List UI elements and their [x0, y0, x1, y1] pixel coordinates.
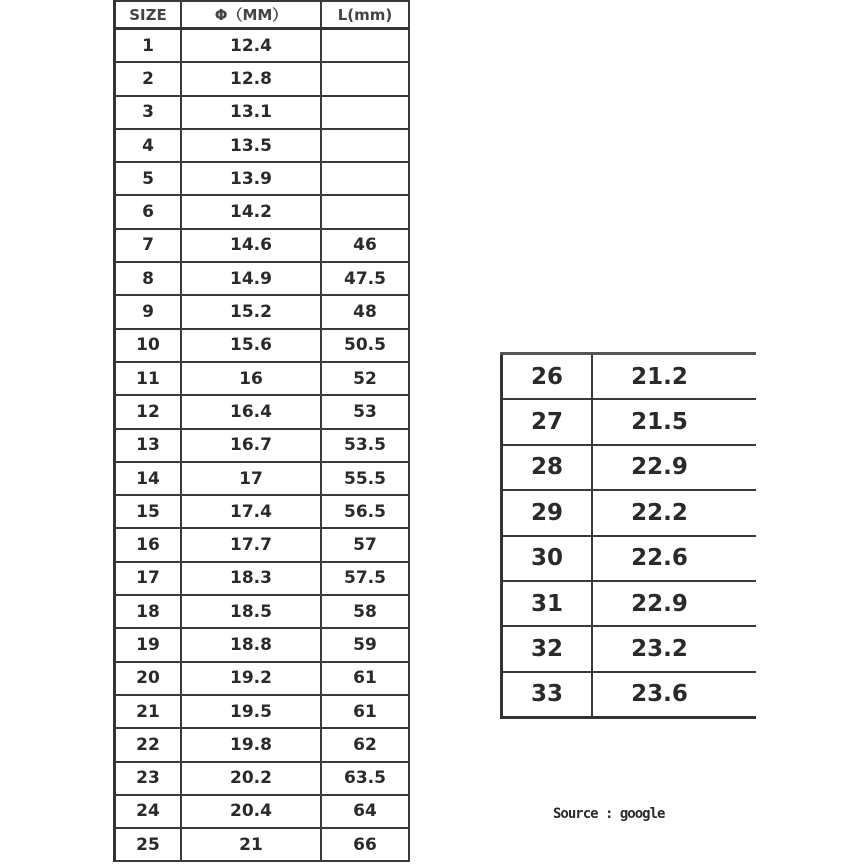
cell-size: 19	[115, 628, 182, 661]
cell-length: 46	[321, 229, 409, 262]
cell-size: 17	[115, 562, 182, 595]
table-row	[502, 445, 757, 490]
cell-size: 31	[502, 581, 593, 626]
cell-size: 9	[115, 295, 182, 328]
cell-length: 53.5	[321, 429, 409, 462]
cell-diameter: 15.2	[181, 295, 321, 328]
cell-diameter: 21.5	[592, 399, 756, 444]
cell-diameter: 22.9	[592, 445, 756, 490]
cell-diameter: 16.4	[181, 395, 321, 428]
cell-size: 2	[115, 62, 182, 95]
table-row	[115, 362, 410, 395]
source-caption: Source : google	[553, 806, 665, 822]
table-row	[115, 329, 410, 362]
cell-diameter: 16.7	[181, 429, 321, 462]
ring-size-table-continued	[500, 352, 756, 719]
cell-size: 30	[502, 536, 593, 581]
cell-size: 26	[502, 354, 593, 400]
cell-size: 1	[115, 29, 182, 63]
table-row	[115, 595, 410, 628]
cell-size: 25	[115, 828, 182, 861]
cell-size: 8	[115, 262, 182, 295]
table-row	[115, 728, 410, 761]
table-row	[115, 795, 410, 828]
table-row	[115, 195, 410, 228]
cell-length	[321, 195, 409, 228]
table-row	[115, 828, 410, 861]
table-row	[502, 672, 757, 718]
table-row	[115, 129, 410, 162]
cell-length	[321, 129, 409, 162]
cell-length	[321, 29, 409, 63]
table-row	[502, 399, 757, 444]
cell-diameter: 19.5	[181, 695, 321, 728]
cell-diameter: 14.9	[181, 262, 321, 295]
cell-diameter: 18.3	[181, 562, 321, 595]
table-row	[115, 528, 410, 561]
ring-size-table	[113, 0, 410, 862]
cell-size: 23	[115, 762, 182, 795]
header-size: SIZE	[115, 1, 182, 29]
cell-diameter: 12.8	[181, 62, 321, 95]
cell-size: 15	[115, 495, 182, 528]
cell-length: 64	[321, 795, 409, 828]
cell-size: 33	[502, 672, 593, 718]
table-row	[115, 695, 410, 728]
cell-length: 57.5	[321, 562, 409, 595]
table-row	[115, 96, 410, 129]
cell-diameter: 22.6	[592, 536, 756, 581]
cell-length: 56.5	[321, 495, 409, 528]
table-row	[115, 162, 410, 195]
cell-diameter: 17.7	[181, 528, 321, 561]
cell-size: 7	[115, 229, 182, 262]
header-diameter: Φ（MM）	[181, 1, 321, 29]
cell-size: 20	[115, 662, 182, 695]
cell-length: 62	[321, 728, 409, 761]
cell-diameter: 13.1	[181, 96, 321, 129]
cell-length: 61	[321, 662, 409, 695]
cell-length: 57	[321, 528, 409, 561]
cell-diameter: 23.6	[592, 672, 756, 718]
cell-diameter: 22.2	[592, 490, 756, 535]
cell-diameter: 17.4	[181, 495, 321, 528]
cell-length: 50.5	[321, 329, 409, 362]
cell-size: 3	[115, 96, 182, 129]
cell-length: 53	[321, 395, 409, 428]
cell-length: 61	[321, 695, 409, 728]
cell-length: 52	[321, 362, 409, 395]
cell-diameter: 19.2	[181, 662, 321, 695]
cell-diameter: 21	[181, 828, 321, 861]
cell-diameter: 15.6	[181, 329, 321, 362]
cell-length: 59	[321, 628, 409, 661]
table-row	[115, 395, 410, 428]
table-row	[115, 29, 410, 63]
cell-size: 27	[502, 399, 593, 444]
cell-size: 18	[115, 595, 182, 628]
cell-size: 10	[115, 329, 182, 362]
table-row	[115, 295, 410, 328]
table-row	[115, 562, 410, 595]
cell-length	[321, 96, 409, 129]
table-row	[115, 628, 410, 661]
cell-size: 12	[115, 395, 182, 428]
header-row	[115, 1, 410, 29]
cell-diameter: 16	[181, 362, 321, 395]
cell-diameter: 20.2	[181, 762, 321, 795]
table-row	[115, 462, 410, 495]
cell-diameter: 17	[181, 462, 321, 495]
cell-diameter: 22.9	[592, 581, 756, 626]
cell-size: 28	[502, 445, 593, 490]
cell-length	[321, 162, 409, 195]
cell-size: 6	[115, 195, 182, 228]
cell-size: 32	[502, 626, 593, 671]
cell-size: 24	[115, 795, 182, 828]
cell-length: 48	[321, 295, 409, 328]
cell-size: 13	[115, 429, 182, 462]
cell-diameter: 18.8	[181, 628, 321, 661]
cell-diameter: 14.2	[181, 195, 321, 228]
cell-diameter: 13.9	[181, 162, 321, 195]
table-row	[115, 495, 410, 528]
cell-size: 29	[502, 490, 593, 535]
table-row	[502, 581, 757, 626]
table-row	[115, 262, 410, 295]
table-row	[502, 354, 757, 400]
cell-size: 11	[115, 362, 182, 395]
table-row	[115, 62, 410, 95]
cell-diameter: 12.4	[181, 29, 321, 63]
cell-size: 16	[115, 528, 182, 561]
cell-diameter: 23.2	[592, 626, 756, 671]
cell-diameter: 18.5	[181, 595, 321, 628]
cell-diameter: 13.5	[181, 129, 321, 162]
cell-size: 21	[115, 695, 182, 728]
cell-length: 58	[321, 595, 409, 628]
cell-diameter: 20.4	[181, 795, 321, 828]
table-row	[115, 662, 410, 695]
cell-length: 47.5	[321, 262, 409, 295]
table-row	[115, 762, 410, 795]
cell-size: 14	[115, 462, 182, 495]
table-row	[502, 536, 757, 581]
cell-size: 5	[115, 162, 182, 195]
cell-length	[321, 62, 409, 95]
cell-length: 55.5	[321, 462, 409, 495]
header-length: L(mm)	[321, 1, 409, 29]
cell-size: 22	[115, 728, 182, 761]
cell-length: 63.5	[321, 762, 409, 795]
cell-diameter: 14.6	[181, 229, 321, 262]
table-row	[115, 429, 410, 462]
cell-diameter: 21.2	[592, 354, 756, 400]
table-row	[502, 626, 757, 671]
table-row	[115, 229, 410, 262]
table-row	[502, 490, 757, 535]
cell-length: 66	[321, 828, 409, 861]
cell-size: 4	[115, 129, 182, 162]
cell-diameter: 19.8	[181, 728, 321, 761]
